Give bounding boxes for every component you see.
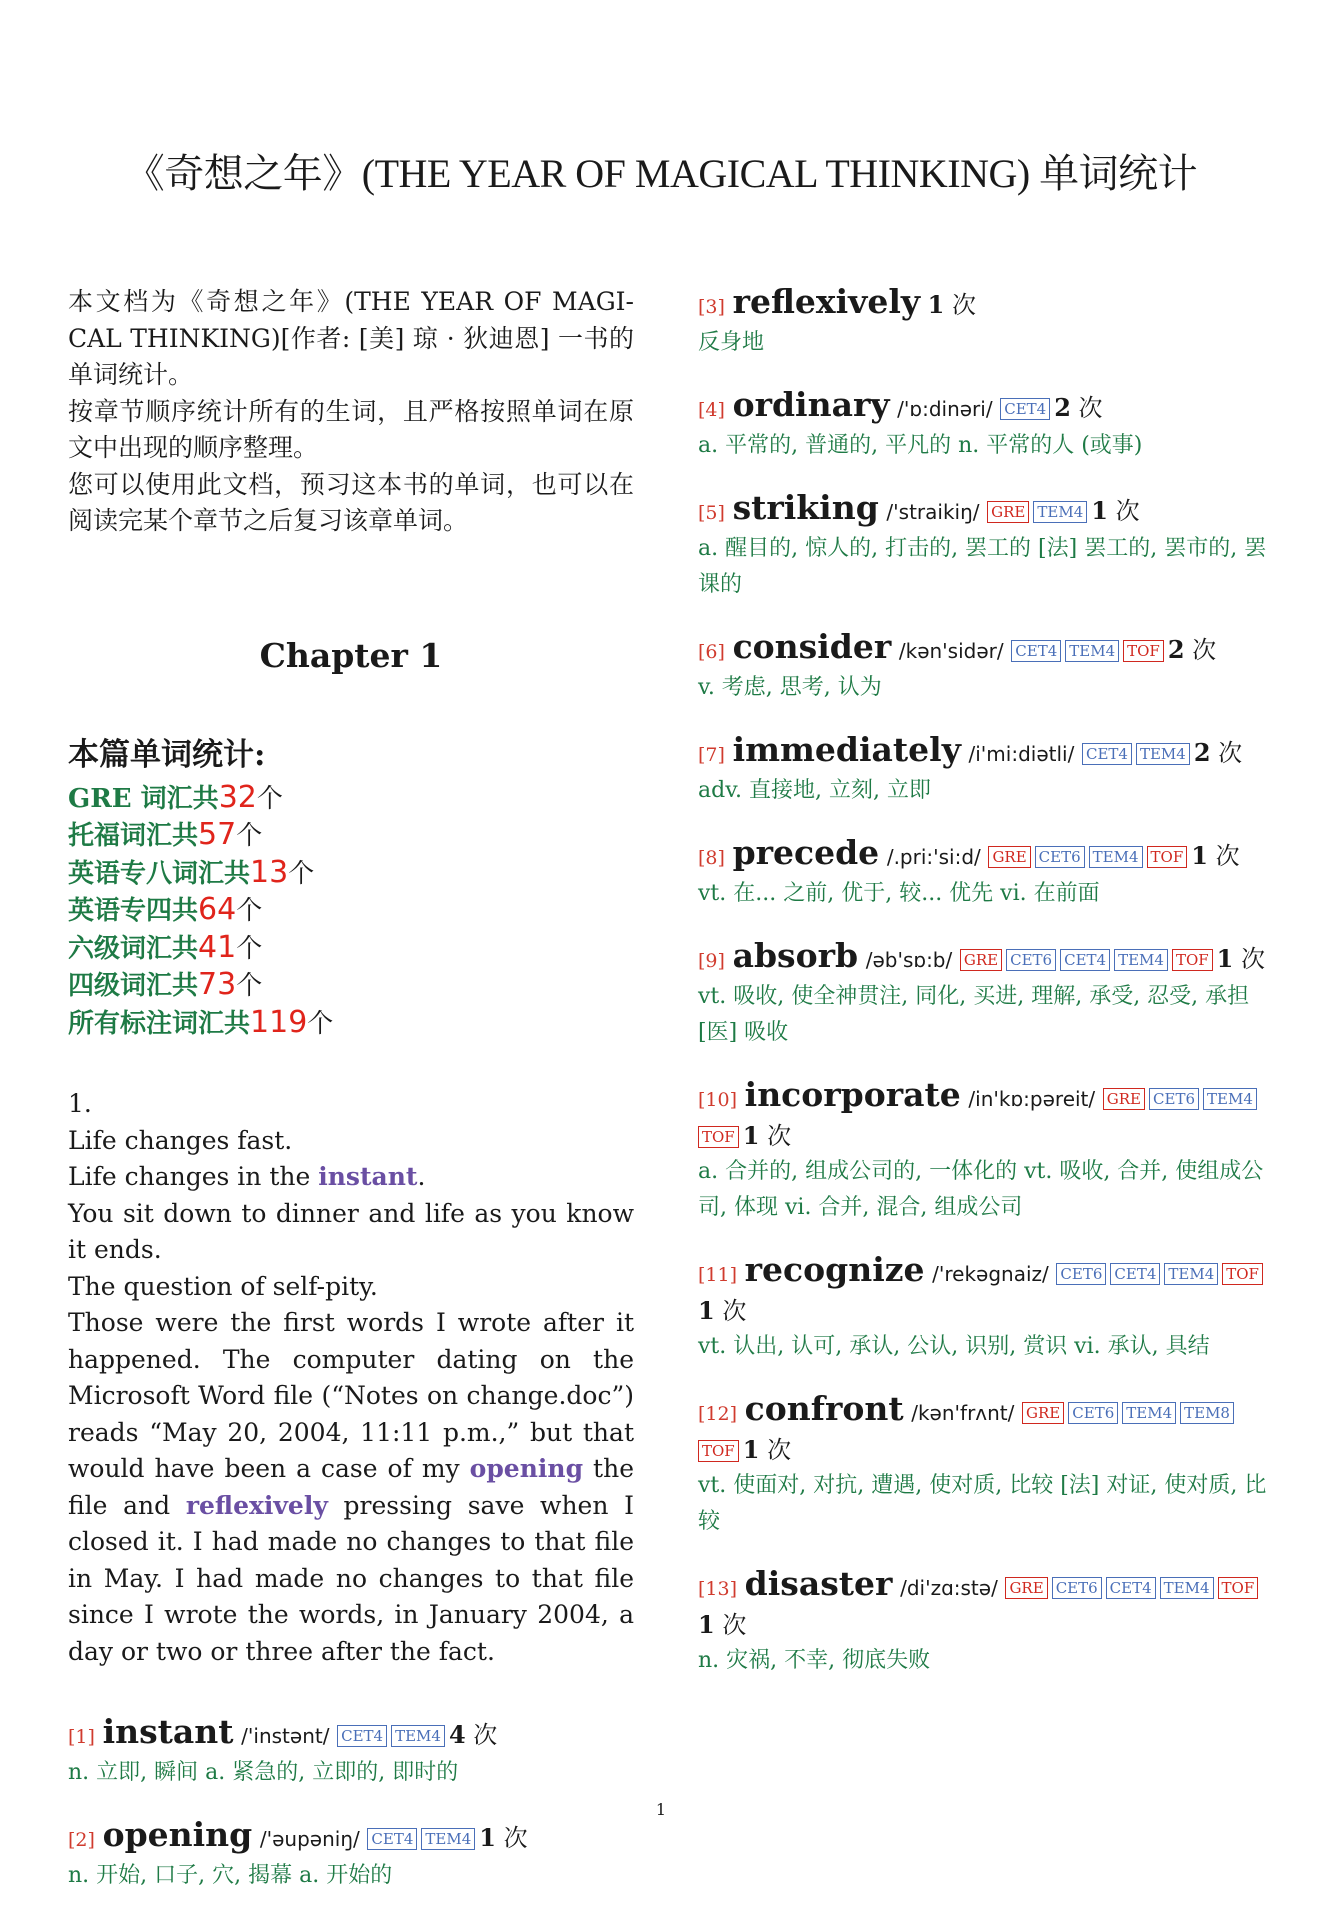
entry-count-unit: 次	[722, 1611, 747, 1639]
stat-unit: 个	[288, 858, 315, 889]
passage-paragraph: Those were the first words I wrote after it happened. The computer dating on the Microsoft Word file (“Notes on change.doc”) reads “May 20, 2004, 11:11 p.m.,” but that would have been a case of my opening the file and reflexively pressing save when I closed it. I had made no changes to that file in May. I had made no changes to that file since I wrote the words, in January 2004, a day or two or three after the fact.	[68, 1308, 634, 1666]
entry-count-unit: 次	[1078, 394, 1103, 422]
entry-head	[698, 1566, 1268, 1643]
entry-index: [5]	[698, 502, 725, 524]
exam-tag: GRE	[1022, 1402, 1064, 1424]
entry-count: 1	[1216, 944, 1234, 973]
exam-tag: TEM4	[1065, 640, 1119, 662]
stat-label: 托福词汇共	[68, 821, 199, 851]
vocab-entry	[698, 490, 1268, 603]
exam-tag: GRE	[960, 949, 1002, 971]
stat-count: 13	[250, 854, 289, 890]
highlight-word[interactable]: opening	[469, 1454, 584, 1483]
entry-word[interactable]: confront	[744, 1389, 904, 1428]
entry-word[interactable]: immediately	[732, 730, 961, 769]
highlight-word[interactable]: reflexively	[185, 1490, 328, 1520]
entry-phonetic: /'rekəgnaiz/	[932, 1262, 1049, 1286]
stats-heading: 本篇单词统计:	[68, 736, 266, 773]
page-number: 1	[655, 1800, 667, 1819]
stat-unit: 个	[256, 783, 283, 814]
entry-count-unit: 次	[1215, 842, 1240, 870]
entry-count: 2	[1167, 635, 1185, 664]
entry-count: 2	[1054, 393, 1071, 422]
exam-tag: GRE	[1005, 1577, 1047, 1599]
entry-definition: a. 平常的, 普通的, 平凡的 n. 平常的人 (或事)	[698, 433, 1143, 458]
entry-head	[698, 732, 1268, 773]
entry-index: [12]	[698, 1403, 738, 1425]
entry-count: 1	[742, 1121, 760, 1150]
exam-tag: CET4	[1106, 1577, 1156, 1599]
entry-count-unit: 次	[503, 1824, 528, 1852]
exam-tag: CET6	[1006, 949, 1056, 971]
stat-unit: 个	[236, 896, 263, 926]
entry-phonetic: /kən'sidər/	[898, 639, 1004, 663]
exam-tag: TOF	[1218, 1577, 1259, 1599]
stat-row	[68, 1005, 634, 1043]
entry-count-unit: 次	[1241, 945, 1266, 973]
intro-paragraph: 您可以使用此文档，预习这本书的单词，也可以在阅读完某个章节之后复习该章单词。	[68, 469, 634, 535]
entry-count: 1	[927, 290, 945, 319]
vocab-entry	[68, 1714, 634, 1791]
entry-definition: 反身地	[698, 330, 765, 355]
entry-definition: n. 开始, 口子, 穴, 揭幕 a. 开始的	[68, 1863, 393, 1888]
entry-word[interactable]: reflexively	[732, 282, 921, 321]
entry-head	[698, 284, 1268, 325]
exam-tag: TEM4	[1136, 743, 1190, 765]
entry-count: 2	[1193, 738, 1211, 767]
entry-phonetic: /'əupəniŋ/	[259, 1827, 360, 1851]
stat-label: GRE 词汇共	[68, 783, 219, 814]
entry-head	[68, 1714, 634, 1755]
stat-label: 四级词汇共	[68, 971, 199, 1001]
entry-index: [6]	[698, 641, 725, 663]
exam-tag: CET6	[1035, 846, 1085, 868]
entry-definition: vt. 使面对, 对抗, 遭遇, 使对质, 比较 [法] 对证, 使对质, 比较	[698, 1473, 1267, 1534]
stat-count: 73	[198, 967, 237, 1002]
exam-tag: TOF	[1123, 640, 1164, 662]
entry-word[interactable]: striking	[732, 488, 879, 527]
entry-word[interactable]: precede	[732, 833, 880, 872]
exam-tag: GRE	[988, 846, 1030, 868]
stat-count: 57	[198, 817, 237, 852]
entry-definition: v. 考虑, 思考, 认为	[698, 675, 882, 700]
entry-phonetic: /di'zɑ:stə/	[900, 1576, 998, 1600]
entry-head	[698, 835, 1268, 876]
entry-count-unit: 次	[767, 1122, 792, 1150]
entry-index: [3]	[698, 296, 725, 318]
stat-row	[68, 817, 634, 855]
entry-index: [9]	[698, 950, 725, 972]
entry-count: 1	[1191, 841, 1208, 870]
exam-tag: CET4	[1110, 1263, 1160, 1285]
exam-tag: CET6	[1056, 1263, 1106, 1285]
entry-definition: vt. 认出, 认可, 承认, 公认, 识别, 赏识 vi. 承认, 具结	[698, 1334, 1210, 1359]
exam-tag: TEM4	[1164, 1263, 1218, 1285]
vocab-entry	[698, 732, 1268, 809]
stat-label: 英语专四共	[68, 896, 199, 926]
entry-count-unit: 次	[722, 1297, 747, 1325]
vocab-entry	[698, 938, 1268, 1051]
entry-phonetic: /i'mi:diətli/	[968, 742, 1075, 766]
entry-word[interactable]: disaster	[744, 1564, 893, 1603]
exam-tag: GRE	[987, 501, 1029, 523]
intro-paragraph: 本文档为《奇想之年》(THE YEAR OF MAGI-CAL THINKING)[作者: [美] 琼 · 狄迪恩] 一书的单词统计。	[68, 287, 634, 389]
entry-index: [11]	[698, 1264, 738, 1286]
stat-count: 119	[250, 1004, 308, 1040]
entry-phonetic: /'ɒ:dinəri/	[897, 397, 993, 421]
vocab-entry	[698, 387, 1268, 464]
intro-paragraph: 按章节顺序统计所有的生词，且严格按照单词在原文中出现的顺序整理。	[68, 396, 634, 462]
entry-index: [2]	[68, 1829, 95, 1851]
vocab-entry	[698, 284, 1268, 361]
exam-tag: TEM8	[1180, 1402, 1234, 1424]
vocab-entry	[698, 1077, 1268, 1226]
stat-unit: 个	[236, 821, 263, 851]
exam-tag: TOF	[698, 1126, 739, 1148]
entry-count: 1	[698, 1296, 715, 1325]
entry-word[interactable]: absorb	[732, 936, 859, 975]
entry-word[interactable]: incorporate	[744, 1075, 961, 1114]
entry-definition: n. 灾祸, 不幸, 彻底失败	[698, 1648, 931, 1673]
exam-tag: TOF	[1147, 846, 1188, 868]
passage-number: 1.	[68, 1089, 92, 1118]
vocab-entry	[698, 835, 1268, 912]
entry-head	[698, 938, 1268, 979]
entry-definition: adv. 直接地, 立刻, 立即	[698, 778, 931, 803]
vocab-list-right	[698, 284, 1268, 1679]
entry-head	[68, 1817, 634, 1858]
entry-count-unit: 次	[1218, 739, 1243, 767]
entry-phonetic: /.pri:'si:d/	[886, 845, 981, 869]
stat-label: 所有标注词汇共	[68, 1008, 251, 1039]
exam-tag: CET4	[367, 1828, 417, 1850]
passage-line: The question of self-pity.	[68, 1271, 378, 1301]
exam-tag: TEM4	[391, 1725, 445, 1747]
vocab-entry	[698, 629, 1268, 706]
exam-tag: TOF	[1222, 1263, 1263, 1285]
entry-phonetic: /'straikiŋ/	[886, 500, 980, 524]
exam-tag: GRE	[1103, 1088, 1145, 1110]
entry-head	[698, 490, 1268, 531]
entry-word[interactable]: recognize	[744, 1250, 925, 1289]
exam-tag: CET4	[1011, 640, 1061, 662]
passage-line: You sit down to dinner and life as you know it ends.	[68, 1198, 634, 1264]
vocab-entry	[698, 1566, 1268, 1679]
passage-line: Life changes fast.	[68, 1125, 293, 1155]
stat-count: 41	[198, 929, 237, 965]
entry-count-unit: 次	[767, 1436, 792, 1464]
entry-head	[698, 1077, 1268, 1154]
exam-tag: CET4	[1082, 743, 1132, 765]
stat-label: 六级词汇共	[68, 933, 199, 964]
right-column	[698, 284, 1268, 1705]
entry-definition: vt. 在... 之前, 优于, 较... 优先 vi. 在前面	[698, 881, 1100, 906]
stats-list	[68, 780, 634, 1043]
vocab-entry	[698, 1391, 1268, 1540]
exam-tag: TEM4	[421, 1828, 475, 1850]
chapter-title: Chapter 1	[259, 635, 443, 675]
entry-index: [8]	[698, 847, 725, 869]
stat-row	[68, 780, 634, 818]
entry-head	[698, 1252, 1268, 1329]
stat-label: 英语专八词汇共	[68, 858, 251, 889]
entry-index: [10]	[698, 1089, 738, 1111]
highlight-word[interactable]: instant	[318, 1162, 418, 1191]
exam-tag: TEM4	[1114, 949, 1168, 971]
entry-count-unit: 次	[952, 291, 977, 319]
entry-phonetic: /in'kɒ:pəreit/	[968, 1087, 1096, 1111]
exam-tag: TOF	[698, 1440, 739, 1462]
intro	[68, 284, 634, 540]
entry-phonetic: /kən'frʌnt/	[911, 1401, 1015, 1425]
stat-unit: 个	[236, 971, 263, 1001]
exam-tag: CET6	[1052, 1577, 1102, 1599]
entry-phonetic: /'instənt/	[241, 1724, 330, 1748]
entry-word[interactable]: opening	[102, 1815, 253, 1854]
entry-count: 4	[448, 1720, 466, 1749]
exam-tag: TEM4	[1122, 1402, 1176, 1424]
entry-index: [7]	[698, 744, 725, 766]
stat-unit: 个	[236, 933, 263, 964]
entry-definition: n. 立即, 瞬间 a. 紧急的, 立即的, 即时的	[68, 1760, 459, 1785]
entry-count: 1	[479, 1823, 496, 1852]
entry-index: [4]	[698, 399, 725, 421]
entry-count-unit: 次	[473, 1721, 498, 1749]
exam-tag: TEM4	[1160, 1577, 1214, 1599]
exam-tag: CET4	[1000, 398, 1050, 420]
stat-row	[68, 930, 634, 968]
exam-tag: TEM4	[1203, 1088, 1257, 1110]
vocab-entry	[68, 1817, 634, 1894]
exam-tag: TEM4	[1089, 846, 1143, 868]
stat-row	[68, 892, 634, 930]
vocab-entry	[698, 1252, 1268, 1365]
exam-tag: CET6	[1068, 1402, 1118, 1424]
entry-count: 1	[698, 1610, 715, 1639]
entry-word[interactable]: instant	[102, 1712, 234, 1751]
left-column	[68, 284, 634, 1920]
exam-tag: CET4	[337, 1725, 387, 1747]
exam-tag: TEM4	[1033, 501, 1087, 523]
stat-row	[68, 855, 634, 893]
stat-unit: 个	[307, 1008, 334, 1039]
entry-phonetic: /əb'sɒ:b/	[865, 948, 953, 972]
entry-head	[698, 629, 1268, 670]
exam-tag: CET4	[1060, 949, 1110, 971]
entry-count: 1	[742, 1435, 760, 1464]
entry-index: [1]	[68, 1726, 95, 1748]
exam-tag: CET6	[1149, 1088, 1199, 1110]
entry-count: 1	[1091, 496, 1108, 525]
exam-tag: TOF	[1172, 949, 1213, 971]
entry-head	[698, 387, 1268, 428]
stat-count: 32	[218, 779, 257, 815]
entry-word[interactable]: ordinary	[732, 385, 890, 424]
entry-definition: vt. 吸收, 使全神贯注, 同化, 买进, 理解, 承受, 忍受, 承担 [医] 吸收	[698, 984, 1250, 1045]
entry-word[interactable]: consider	[732, 627, 892, 666]
stat-row	[68, 967, 634, 1005]
entry-index: [13]	[698, 1578, 738, 1600]
entry-count-unit: 次	[1192, 636, 1217, 664]
stat-count: 64	[198, 892, 237, 927]
entry-definition: a. 合并的, 组成公司的, 一体化的 vt. 吸收, 合并, 使组成公司, 体现 vi. 合并, 混合, 组成公司	[698, 1159, 1264, 1220]
entry-definition: a. 醒目的, 惊人的, 打击的, 罢工的 [法] 罢工的, 罢市的, 罢课的	[698, 536, 1267, 597]
page-title: 《奇想之年》(THE YEAR OF MAGICAL THINKING) 单词统计	[124, 151, 1198, 196]
entry-head	[698, 1391, 1268, 1468]
passage	[68, 1086, 634, 1670]
entry-count-unit: 次	[1115, 497, 1140, 525]
passage-line: Life changes in the instant.	[68, 1162, 426, 1191]
